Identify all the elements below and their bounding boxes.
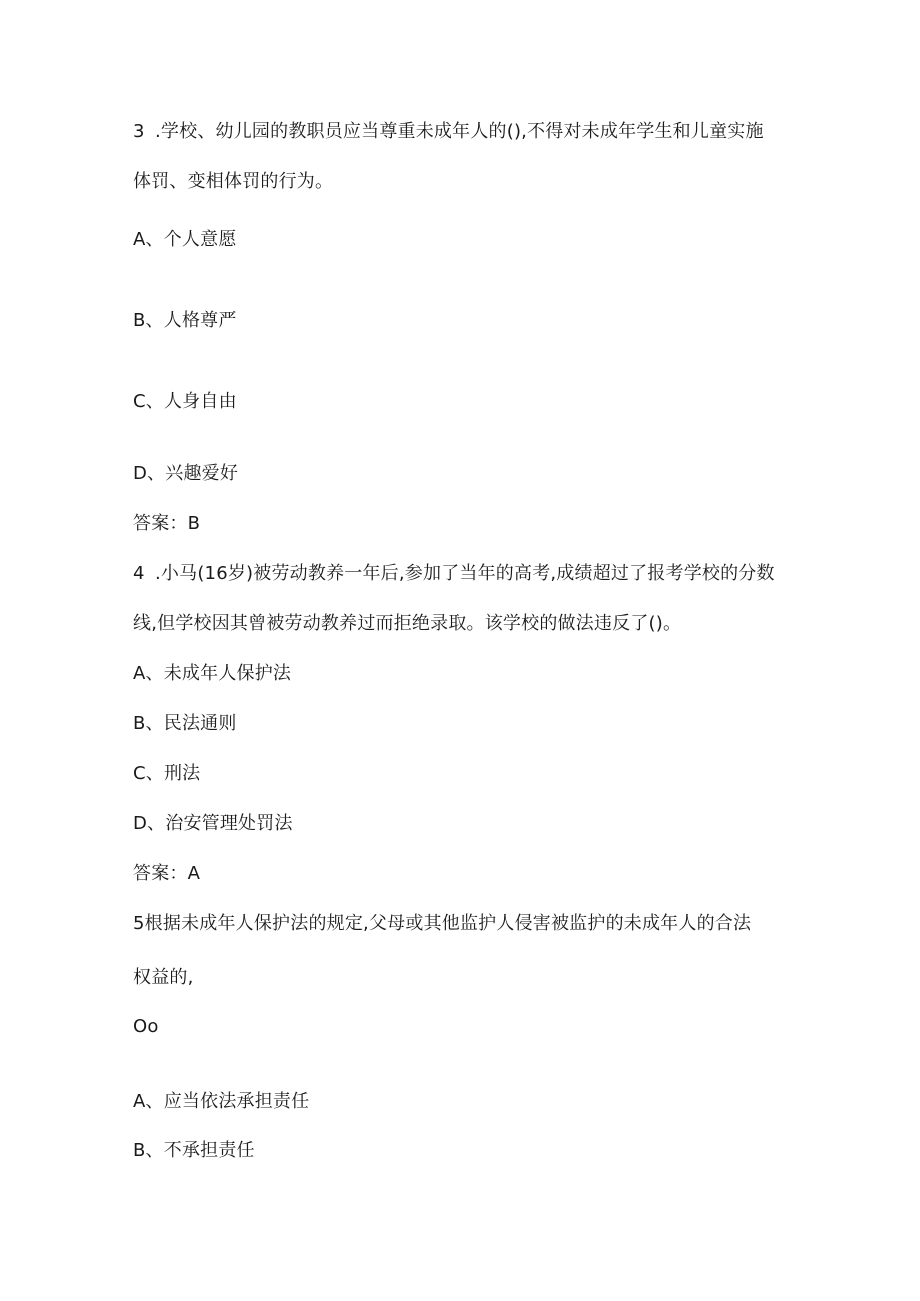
question-3-stem-line-2: 体罚、变相体罚的行为。 — [133, 171, 334, 192]
question-3-stem-text-1: .学校、幼儿园的教职员应当尊重未成年人的(),不得对未成年学生和儿童实施 — [155, 121, 764, 142]
question-3-option-a: A、个人意愿 — [133, 229, 237, 250]
question-5-option-a: A、应当依法承担责任 — [133, 1091, 310, 1112]
question-3-option-c: C、人身自由 — [133, 391, 237, 412]
question-5-stem-line-3: Oo — [133, 1016, 159, 1037]
question-3-option-b: B、人格尊严 — [133, 310, 237, 331]
question-4-option-c: C、刑法 — [133, 763, 201, 784]
question-3-answer: 答案：B — [133, 513, 201, 534]
question-5-stem-line-1: 5根据未成年人保护法的规定,父母或其他监护人侵害被监护的未成年人的合法 — [133, 913, 752, 934]
question-5-stem-line-2: 权益的, — [133, 967, 194, 988]
question-4-option-d: D、治安管理处罚法 — [133, 813, 293, 834]
question-5-option-b: B、不承担责任 — [133, 1140, 255, 1161]
question-3-stem-line-1 — [133, 120, 764, 144]
question-4-stem-line-2: 线,但学校因其曾被劳动教养过而拒绝录取。该学校的做法违反了()。 — [133, 613, 682, 634]
question-4-number: 4 — [133, 563, 145, 584]
question-3-number: 3 — [133, 121, 145, 142]
question-4-stem-line-1 — [133, 562, 775, 586]
question-4-answer: 答案：A — [133, 863, 201, 884]
question-4-option-b: B、民法通则 — [133, 713, 237, 734]
question-4-stem-text-1: .小马(16岁)被劳动教养一年后,参加了当年的高考,成绩超过了报考学校的分数 — [155, 563, 775, 584]
question-4-option-a: A、未成年人保护法 — [133, 663, 292, 684]
question-3-option-d: D、兴趣爱好 — [133, 463, 239, 484]
